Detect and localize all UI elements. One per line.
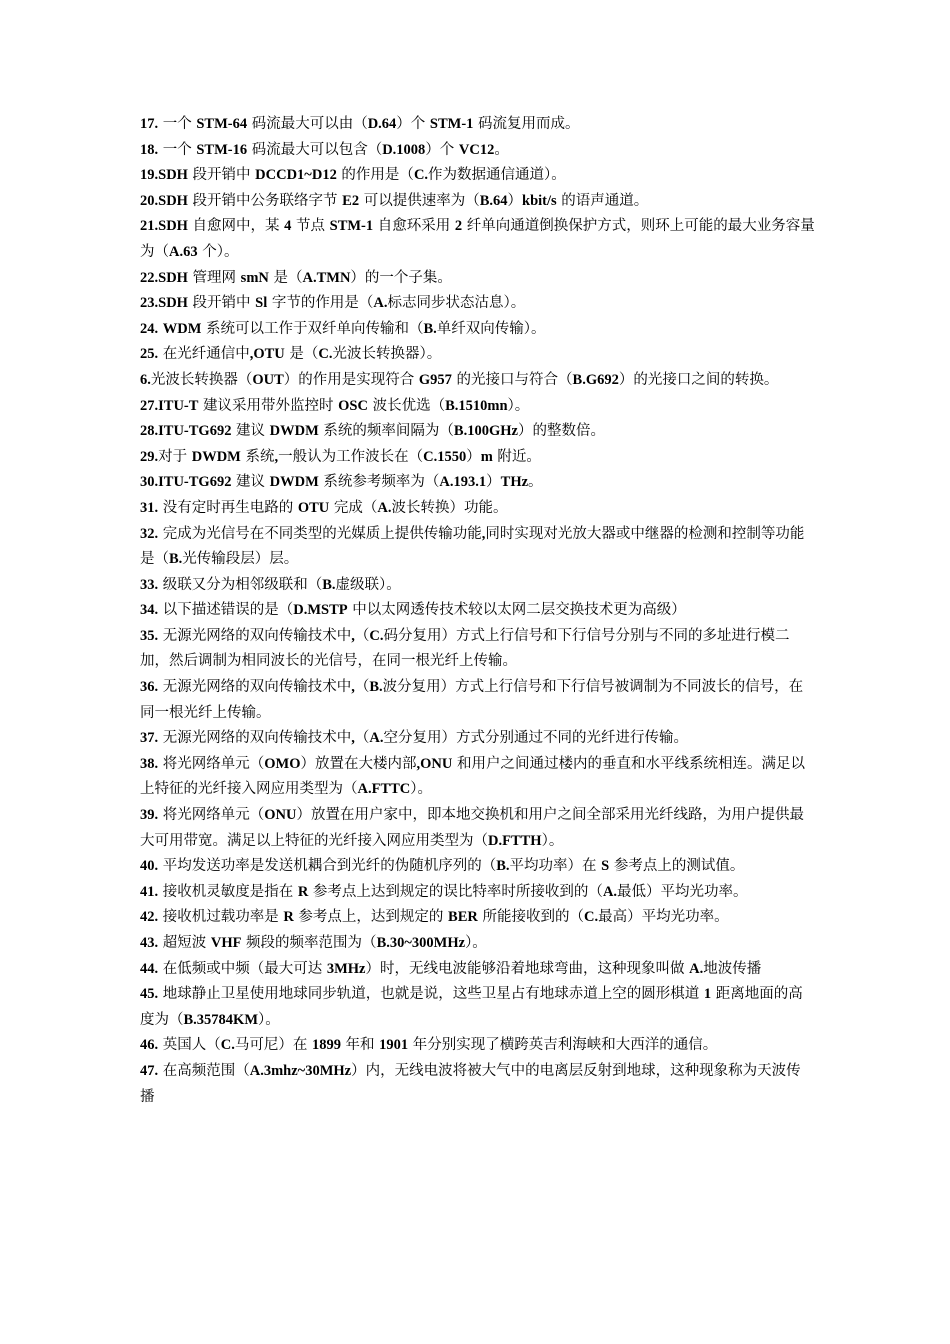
question-33: [140, 573, 815, 599]
text-run: 马可尼）在: [234, 1037, 312, 1054]
text-run: 单纤双向传输）。: [436, 320, 546, 337]
bold-text-run: ,OTU: [249, 346, 285, 363]
bold-text-run: STM-64: [196, 116, 248, 132]
text-run: 将光网络单元（: [158, 807, 265, 824]
bold-text-run: A.: [377, 499, 392, 516]
bold-text-run: 25.: [140, 346, 159, 363]
text-run: （: [354, 627, 370, 644]
text-run: 同时实现对光放大器或中继器的检测和控制等功能是（: [140, 525, 805, 568]
bold-text-run: C.: [220, 1037, 235, 1054]
question-18: [140, 138, 815, 164]
text-run: 平均功率）在: [509, 858, 602, 875]
bold-text-run: 4: [284, 218, 292, 235]
text-run: 以下描述错误的是（: [158, 602, 294, 619]
bold-text-run: D.FTTH: [488, 832, 542, 849]
bold-text-run: 29.: [140, 448, 159, 465]
bold-text-run: 32.: [140, 525, 159, 542]
text-run: 和用户之间通过楼内的垂直和水平线系统相连。满足以上特征的光纤接入网应用类型为（: [140, 755, 805, 798]
bold-text-run: 3MHz: [326, 960, 366, 977]
bold-text-run: B.: [496, 858, 510, 875]
text-run: 码分复用）方式上行信号和下行信号分别与不同的多址进行模二加，然后调制为相同波长的光信号，在同一根光纤上传输。: [140, 627, 790, 670]
text-run: 距离地面的高度为（: [140, 986, 803, 1028]
bold-text-run: m: [480, 448, 493, 465]
text-run: 接收机灵敏度是指在: [158, 883, 298, 900]
text-run: 建议: [231, 474, 270, 491]
bold-text-run: B.: [369, 679, 383, 696]
bold-text-run: OSC: [338, 397, 368, 414]
bold-text-run: 38.: [140, 755, 159, 772]
question-31: [140, 496, 815, 522]
bold-text-run: BER: [448, 909, 478, 926]
bold-text-run: A.: [373, 295, 388, 312]
text-run: 码流最大可以由（: [247, 116, 368, 132]
text-run: 地波传播: [703, 960, 762, 977]
bold-text-run: ,: [351, 627, 355, 644]
bold-text-run: DWDM: [269, 474, 319, 491]
bold-text-run: OTU: [297, 499, 330, 516]
question-24: [140, 317, 815, 343]
text-run: 光波长转换器）。: [332, 346, 442, 363]
bold-text-run: 18.: [140, 141, 159, 158]
text-run: 级联又分为相邻级联和（: [158, 576, 323, 593]
bold-text-run: B.64: [479, 192, 508, 209]
text-run: 虚级联）。: [335, 576, 401, 593]
question-44: [140, 957, 815, 983]
bold-text-run: OUT: [252, 371, 284, 388]
text-run: ）放置在用户家中，即本地交换机和用户之间全部采用光纤线路，为用户提供最大可用带宽。满足以上特征的光纤接入网应用类型为（: [140, 807, 804, 849]
bold-text-run: ,: [351, 679, 355, 696]
question-27: [140, 394, 815, 420]
question-23: [140, 291, 815, 317]
text-run: 的作用是（: [336, 167, 414, 184]
bold-text-run: STM-1: [429, 116, 474, 132]
bold-text-run: DCCD1~D12: [255, 167, 337, 184]
text-run: 最高）平均光功率。: [598, 909, 729, 926]
text-run: 管理网: [187, 269, 241, 286]
text-run: 在光纤通信中: [158, 346, 250, 363]
bold-text-run: STM-16: [196, 141, 248, 158]
bold-text-run: 27.ITU-T: [140, 397, 199, 414]
text-run: 中以太网透传技术较以太网二层交换技术更为高级）: [347, 602, 686, 619]
bold-text-run: B.: [169, 551, 183, 568]
text-run: 的光接口与符合（: [451, 371, 573, 388]
bold-text-run: ,: [481, 525, 486, 542]
text-run: ）的一个子集。: [350, 269, 452, 286]
question-46: [140, 1033, 815, 1059]
bold-text-run: 47.: [140, 1062, 159, 1079]
bold-text-run: A.: [602, 883, 618, 900]
text-run: 接收机过载功率是: [158, 909, 284, 926]
question-37: [140, 726, 815, 752]
bold-text-run: D.MSTP: [293, 602, 348, 619]
text-run: 标志同步状态沽息）。: [387, 295, 526, 312]
text-run: 无源光网络的双向传输技术中: [158, 679, 352, 696]
bold-text-run: 28.ITU-TG692: [140, 423, 232, 440]
bold-text-run: G957: [418, 371, 452, 388]
bold-text-run: 20.SDH: [140, 192, 188, 209]
document-page: [140, 112, 815, 1110]
text-run: 参考点上，达到规定的: [293, 909, 449, 926]
bold-text-run: DWDM: [191, 448, 241, 465]
text-run: 所能接收到的（: [477, 909, 584, 926]
bold-text-run: B.G692: [572, 371, 619, 388]
text-run: 光传输段层）层。: [182, 551, 299, 568]
bold-text-run: 1899: [311, 1037, 341, 1054]
bold-text-run: 2: [454, 218, 463, 235]
question-47: [140, 1059, 815, 1110]
question-41: [140, 880, 815, 906]
bold-text-run: 42.: [140, 909, 159, 926]
bold-text-run: R: [297, 883, 309, 900]
text-run: 波长优选（: [367, 397, 446, 414]
text-run: 最低）平均光功率。: [617, 883, 748, 900]
bold-text-run: A.: [689, 960, 704, 977]
text-run: 是（: [284, 346, 319, 363]
text-run: 个）。: [197, 243, 239, 260]
bold-text-run: 1: [703, 986, 712, 1003]
text-run: 可以提供速率为（: [359, 192, 480, 209]
text-run: 波分复用）方式上行信号和下行信号被调制为不同波长的信号，在同一根光纤上传输。: [140, 679, 804, 721]
bold-text-run: 24.: [140, 320, 159, 337]
text-run: ）个: [425, 141, 459, 158]
bold-text-run: OMO: [264, 755, 301, 772]
question-30: [140, 470, 815, 496]
text-run: 将光网络单元（: [158, 755, 265, 772]
text-run: 段开销中: [187, 167, 256, 184]
question-29: [140, 445, 815, 471]
bold-text-run: B.100GHz: [453, 423, 518, 440]
bold-text-run: B.: [322, 576, 336, 593]
bold-text-run: 37.: [140, 730, 159, 747]
text-run: 没有定时再生电路的: [158, 499, 298, 516]
question-35: [140, 624, 815, 675]
text-run: 空分复用）方式分别通过不同的光纤进行传输。: [383, 730, 688, 747]
bold-text-run: D.1008: [382, 141, 426, 158]
text-run: 英国人（: [158, 1037, 221, 1054]
bold-text-run: 21.SDH: [140, 218, 188, 235]
bold-text-run: C.: [318, 346, 333, 363]
text-run: ）时，无线电波能够沿着地球弯曲，这种现象叫做: [365, 960, 690, 977]
text-run: 码流复用而成。: [473, 116, 580, 132]
text-run: 在低频或中频（最大可达: [158, 960, 327, 977]
text-run: 一个: [158, 116, 197, 132]
text-run: ）。: [410, 781, 433, 798]
text-run: 建议: [231, 423, 270, 440]
bold-text-run: A.FTTC: [357, 781, 411, 798]
bold-text-run: 45.: [140, 986, 159, 1003]
text-run: 年分别实现了横跨英吉利海峡和大西洋的通信。: [408, 1037, 718, 1054]
bold-text-run: R: [283, 909, 294, 926]
bold-text-run: 35.: [140, 627, 159, 644]
bold-text-run: kbit/s: [522, 192, 557, 209]
bold-text-run: A.63: [169, 243, 198, 260]
text-run: ）。: [541, 832, 564, 849]
bold-text-run: 39.: [140, 807, 159, 824]
text-run: 自愈网中，某: [187, 218, 285, 235]
text-run: ）内，无线电波将被大气中的电离层反射到地球，这种现象称为天波传播: [140, 1062, 801, 1105]
bold-text-run: C.: [369, 627, 384, 644]
text-run: 一个: [158, 141, 197, 158]
bold-text-run: VHF: [210, 935, 242, 951]
bold-text-run: 43.: [140, 935, 159, 951]
question-21: [140, 214, 815, 265]
question-38: [140, 752, 815, 803]
text-run: ）。: [258, 1011, 280, 1028]
question-22: [140, 266, 815, 292]
bold-text-run: ONU: [264, 807, 297, 824]
text-run: 系统可以工作于双纤单向传输和（: [201, 320, 424, 337]
text-run: 。: [528, 474, 543, 491]
question-25: [140, 342, 815, 368]
bold-text-run: B.: [423, 320, 437, 337]
text-run: ）的光接口之间的转换。: [618, 371, 779, 388]
bold-text-run: 33.: [140, 576, 159, 593]
text-run: ）。: [507, 397, 530, 414]
text-run: ）的作用是实现符合: [283, 371, 419, 388]
text-run: 光波长转换器（: [150, 371, 253, 388]
text-run: 附近。: [492, 448, 541, 465]
question-42: [140, 905, 815, 931]
bold-text-run: WDM: [162, 320, 202, 337]
bold-text-run: 23.SDH: [140, 295, 188, 312]
text-run: ）: [466, 448, 481, 465]
bold-text-run: A.3mhz~30MHz: [249, 1062, 352, 1079]
bold-text-run: 44.: [140, 960, 159, 977]
bold-text-run: 40.: [140, 858, 159, 875]
bold-text-run: 1901: [379, 1037, 409, 1054]
text-run: 参考点上达到规定的误比特率时所接收到的（: [308, 883, 603, 900]
bold-text-run: THz: [500, 474, 529, 491]
question-43: [140, 931, 815, 957]
bold-text-run: C.1550: [423, 448, 467, 465]
text-run: 建议采用带外监控时: [198, 397, 339, 414]
bold-text-run: C.: [583, 909, 599, 926]
bold-text-run: D.64: [367, 116, 397, 132]
text-run: 作为数据通信通道）。: [428, 167, 566, 184]
bold-text-run: 41.: [140, 883, 159, 900]
text-run: 的语声通道。: [556, 192, 649, 209]
text-run: 在高频范围（: [158, 1062, 250, 1079]
bold-text-run: 19.SDH: [140, 167, 188, 184]
text-run: 节点: [291, 218, 330, 235]
text-run: 系统的频率间隔为（: [318, 423, 454, 440]
bold-text-run: A.: [369, 730, 384, 747]
text-run: ）个: [396, 116, 430, 132]
text-run: ）: [486, 474, 501, 491]
text-run: 是（: [268, 269, 303, 286]
text-run: 无源光网络的双向传输技术中: [158, 627, 352, 644]
bold-text-run: Sl: [255, 295, 268, 312]
question-26: [140, 368, 815, 394]
question-40: [140, 854, 815, 880]
bold-text-run: VC12: [458, 141, 495, 158]
bold-text-run: S: [601, 858, 610, 875]
bold-text-run: B.30~300MHz: [376, 935, 466, 951]
text-run: （: [354, 679, 370, 696]
text-run: 码流最大可以包含（: [247, 141, 383, 158]
text-run: 地球静止卫星使用地球同步轨道，也就是说，这些卫星占有地球赤道上空的圆形棋道: [158, 986, 704, 1003]
text-run: 对于: [158, 448, 192, 465]
question-17: [140, 112, 815, 138]
text-run: 波长转换）功能。: [391, 499, 508, 516]
bold-text-run: 17.: [140, 116, 159, 132]
bold-text-run: B.1510mn: [445, 397, 508, 414]
text-run: 参考点上的测试值。: [609, 858, 745, 875]
text-run: 完成为光信号在不同类型的光媒质上提供传输功能: [158, 525, 482, 542]
question-45: [140, 982, 815, 1033]
bold-text-run: ,: [274, 448, 279, 465]
text-run: 一般认为工作波长在（: [278, 448, 424, 465]
text-run: 年和: [340, 1037, 380, 1054]
text-run: ）: [507, 192, 522, 209]
bold-text-run: smN: [240, 269, 269, 286]
text-run: 段开销中公务联络字节: [187, 192, 343, 209]
bold-text-run: C.: [413, 167, 429, 184]
bold-text-run: 46.: [140, 1037, 159, 1054]
text-run: 段开销中: [187, 295, 256, 312]
text-run: （: [354, 730, 370, 747]
text-run: 频段的频率范围为（: [241, 935, 377, 951]
bold-text-run: ,ONU: [416, 755, 453, 772]
text-run: 超短波: [158, 935, 211, 951]
bold-text-run: 30.ITU-TG692: [140, 474, 232, 491]
text-run: ）的整数倍。: [517, 423, 605, 440]
bold-text-run: 22.SDH: [140, 269, 188, 286]
question-28: [140, 419, 815, 445]
text-run: 字节的作用是（: [267, 295, 374, 312]
text-run: 自愈环采用: [373, 218, 455, 235]
question-39: [140, 803, 815, 854]
question-34: [140, 598, 815, 624]
question-19: [140, 163, 815, 189]
text-run: 完成（: [329, 499, 378, 516]
bold-text-run: E2: [342, 192, 360, 209]
text-run: 无源光网络的双向传输技术中: [158, 730, 352, 747]
bold-text-run: DWDM: [269, 423, 319, 440]
text-run: 系统: [240, 448, 275, 465]
bold-text-run: STM-1: [329, 218, 374, 235]
bold-text-run: 6.: [140, 371, 151, 388]
text-run: 平均发送功率是发送机耦合到光纤的伪随机序列的（: [158, 858, 497, 875]
text-run: ）。: [465, 935, 487, 951]
bold-text-run: 34.: [140, 602, 159, 619]
bold-text-run: 36.: [140, 679, 159, 696]
text-run: 纤单向通道倒换保护方式，则环上可能的最大业务容量为（: [140, 218, 815, 260]
bold-text-run: B.35784KM: [183, 1011, 259, 1028]
bold-text-run: 31.: [140, 499, 159, 516]
question-32: [140, 522, 815, 573]
text-run: 系统参考频率为（: [318, 474, 440, 491]
text-run: 。: [494, 141, 509, 158]
bold-text-run: A.193.1: [439, 474, 487, 491]
bold-text-run: ,: [351, 730, 355, 747]
text-run: ）放置在大楼内部: [300, 755, 417, 772]
bold-text-run: A.TMN: [302, 269, 351, 286]
question-20: [140, 189, 815, 215]
question-36: [140, 675, 815, 726]
